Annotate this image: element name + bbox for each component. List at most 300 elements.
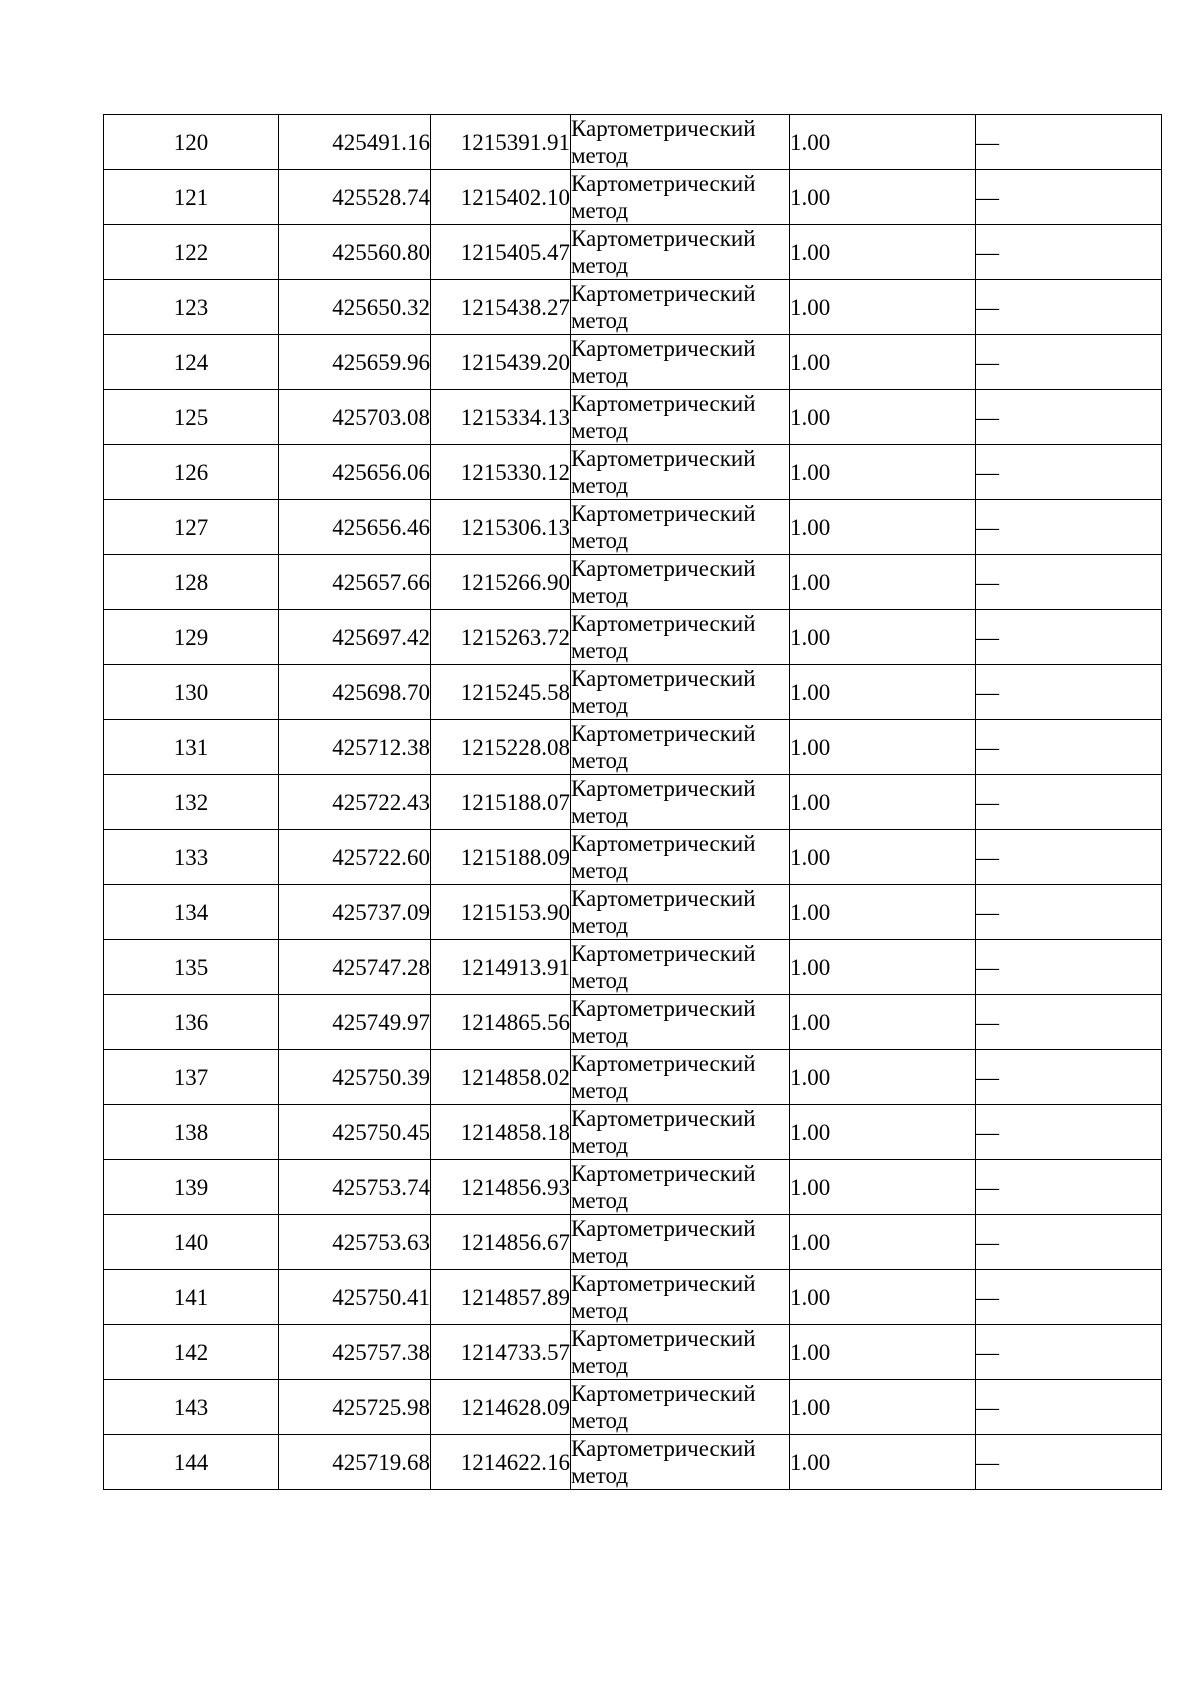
description-cell bbox=[976, 665, 1162, 720]
accuracy-cell bbox=[790, 1105, 976, 1160]
x-coordinate-cell bbox=[279, 170, 431, 225]
point-number-cell bbox=[104, 665, 279, 720]
point-number-cell bbox=[104, 1105, 279, 1160]
x-coordinate-cell-text: 425725.98 bbox=[332, 1394, 430, 1420]
method-cell-text: Картометрический метод bbox=[571, 501, 756, 553]
description-cell bbox=[976, 445, 1162, 500]
point-number-cell-text: 136 bbox=[173, 1009, 209, 1035]
description-cell bbox=[976, 390, 1162, 445]
description-cell-text: — bbox=[976, 734, 999, 760]
description-cell-text: — bbox=[976, 1339, 999, 1365]
point-number-cell-text: 137 bbox=[173, 1064, 209, 1090]
x-coordinate-cell bbox=[279, 775, 431, 830]
table-row bbox=[104, 1380, 1162, 1435]
x-coordinate-cell-text: 425753.74 bbox=[332, 1174, 430, 1200]
y-coordinate-cell-text: 1215263.72 bbox=[460, 624, 570, 650]
x-coordinate-cell bbox=[279, 500, 431, 555]
method-cell bbox=[571, 335, 790, 390]
table-row bbox=[104, 1050, 1162, 1105]
description-cell bbox=[976, 1215, 1162, 1270]
description-cell bbox=[976, 1435, 1162, 1490]
table-row bbox=[104, 1270, 1162, 1325]
table-row bbox=[104, 885, 1162, 940]
x-coordinate-cell bbox=[279, 1160, 431, 1215]
description-cell-text: — bbox=[976, 1064, 999, 1090]
x-coordinate-cell bbox=[279, 665, 431, 720]
point-number-cell-text: 130 bbox=[173, 679, 209, 705]
accuracy-cell-text: 1.00 bbox=[790, 294, 831, 320]
description-cell bbox=[976, 115, 1162, 170]
accuracy-cell bbox=[790, 830, 976, 885]
x-coordinate-cell bbox=[279, 995, 431, 1050]
description-cell-text: — bbox=[976, 1119, 999, 1145]
accuracy-cell bbox=[790, 885, 976, 940]
point-number-cell-text: 144 bbox=[173, 1449, 209, 1475]
y-coordinate-cell bbox=[431, 225, 571, 280]
x-coordinate-cell bbox=[279, 335, 431, 390]
accuracy-cell bbox=[790, 1050, 976, 1105]
method-cell-text: Картометрический метод bbox=[571, 1326, 756, 1378]
description-cell-text: — bbox=[976, 239, 999, 265]
accuracy-cell-text: 1.00 bbox=[790, 1339, 831, 1365]
method-cell-text: Картометрический метод bbox=[571, 776, 756, 828]
method-cell-text: Картометрический метод bbox=[571, 996, 756, 1048]
point-number-cell bbox=[104, 555, 279, 610]
accuracy-cell bbox=[790, 665, 976, 720]
method-cell-text: Картометрический метод bbox=[571, 666, 756, 718]
description-cell bbox=[976, 720, 1162, 775]
point-number-cell bbox=[104, 445, 279, 500]
accuracy-cell bbox=[790, 390, 976, 445]
point-number-cell-text: 135 bbox=[173, 954, 209, 980]
y-coordinate-cell-text: 1215439.20 bbox=[460, 349, 570, 375]
point-number-cell bbox=[104, 280, 279, 335]
y-coordinate-cell-text: 1215391.91 bbox=[460, 129, 570, 155]
description-cell bbox=[976, 995, 1162, 1050]
accuracy-cell bbox=[790, 1325, 976, 1380]
x-coordinate-cell bbox=[279, 830, 431, 885]
accuracy-cell-text: 1.00 bbox=[790, 1229, 831, 1255]
description-cell-text: — bbox=[976, 1174, 999, 1200]
point-number-cell bbox=[104, 720, 279, 775]
y-coordinate-cell bbox=[431, 1105, 571, 1160]
table-row bbox=[104, 665, 1162, 720]
method-cell-text: Картометрический метод bbox=[571, 446, 756, 498]
table-row bbox=[104, 1435, 1162, 1490]
method-cell bbox=[571, 1160, 790, 1215]
x-coordinate-cell-text: 425659.96 bbox=[332, 349, 430, 375]
y-coordinate-cell bbox=[431, 1050, 571, 1105]
description-cell bbox=[976, 610, 1162, 665]
description-cell-text: — bbox=[976, 844, 999, 870]
point-number-cell-text: 131 bbox=[173, 734, 209, 760]
accuracy-cell-text: 1.00 bbox=[790, 844, 831, 870]
method-cell-text: Картометрический метод bbox=[571, 1161, 756, 1213]
point-number-cell-text: 124 bbox=[173, 349, 209, 375]
y-coordinate-cell bbox=[431, 720, 571, 775]
description-cell-text: — bbox=[976, 184, 999, 210]
y-coordinate-cell-text: 1214622.16 bbox=[460, 1449, 570, 1475]
accuracy-cell bbox=[790, 170, 976, 225]
description-cell bbox=[976, 170, 1162, 225]
x-coordinate-cell bbox=[279, 1215, 431, 1270]
point-number-cell bbox=[104, 1050, 279, 1105]
table-row bbox=[104, 720, 1162, 775]
description-cell bbox=[976, 775, 1162, 830]
table-row bbox=[104, 500, 1162, 555]
point-number-cell-text: 129 bbox=[173, 624, 209, 650]
x-coordinate-cell bbox=[279, 1325, 431, 1380]
method-cell bbox=[571, 115, 790, 170]
x-coordinate-cell bbox=[279, 1050, 431, 1105]
x-coordinate-cell-text: 425737.09 bbox=[332, 899, 430, 925]
y-coordinate-cell-text: 1215334.13 bbox=[460, 404, 570, 430]
accuracy-cell-text: 1.00 bbox=[790, 239, 831, 265]
y-coordinate-cell-text: 1214856.67 bbox=[460, 1229, 570, 1255]
point-number-cell bbox=[104, 335, 279, 390]
x-coordinate-cell-text: 425656.06 bbox=[332, 459, 430, 485]
table-row bbox=[104, 1325, 1162, 1380]
description-cell bbox=[976, 500, 1162, 555]
method-cell bbox=[571, 995, 790, 1050]
method-cell-text: Картометрический метод bbox=[571, 116, 756, 168]
accuracy-cell bbox=[790, 1270, 976, 1325]
x-coordinate-cell-text: 425722.60 bbox=[332, 844, 430, 870]
point-number-cell-text: 141 bbox=[173, 1284, 209, 1310]
x-coordinate-cell-text: 425722.43 bbox=[332, 789, 430, 815]
y-coordinate-cell-text: 1215188.07 bbox=[460, 789, 570, 815]
description-cell-text: — bbox=[976, 514, 999, 540]
x-coordinate-cell bbox=[279, 390, 431, 445]
y-coordinate-cell bbox=[431, 1160, 571, 1215]
description-cell bbox=[976, 555, 1162, 610]
y-coordinate-cell-text: 1214856.93 bbox=[460, 1174, 570, 1200]
y-coordinate-cell-text: 1214628.09 bbox=[460, 1394, 570, 1420]
x-coordinate-cell bbox=[279, 720, 431, 775]
method-cell bbox=[571, 720, 790, 775]
x-coordinate-cell bbox=[279, 610, 431, 665]
x-coordinate-cell bbox=[279, 225, 431, 280]
method-cell bbox=[571, 1270, 790, 1325]
method-cell bbox=[571, 1050, 790, 1105]
x-coordinate-cell-text: 425697.42 bbox=[332, 624, 430, 650]
y-coordinate-cell-text: 1214913.91 bbox=[460, 954, 570, 980]
description-cell bbox=[976, 280, 1162, 335]
method-cell bbox=[571, 775, 790, 830]
y-coordinate-cell-text: 1215330.12 bbox=[460, 459, 570, 485]
accuracy-cell-text: 1.00 bbox=[790, 184, 831, 210]
x-coordinate-cell-text: 425747.28 bbox=[332, 954, 430, 980]
x-coordinate-cell-text: 425749.97 bbox=[332, 1009, 430, 1035]
y-coordinate-cell bbox=[431, 335, 571, 390]
method-cell-text: Картометрический метод bbox=[571, 1436, 756, 1488]
point-number-cell-text: 121 bbox=[173, 184, 209, 210]
point-number-cell-text: 132 bbox=[173, 789, 209, 815]
method-cell bbox=[571, 665, 790, 720]
description-cell bbox=[976, 1160, 1162, 1215]
point-number-cell bbox=[104, 830, 279, 885]
point-number-cell-text: 142 bbox=[173, 1339, 209, 1365]
y-coordinate-cell-text: 1214733.57 bbox=[460, 1339, 570, 1365]
accuracy-cell bbox=[790, 1435, 976, 1490]
point-number-cell bbox=[104, 1215, 279, 1270]
table-row bbox=[104, 390, 1162, 445]
table-row bbox=[104, 995, 1162, 1050]
method-cell-text: Картометрический метод bbox=[571, 556, 756, 608]
y-coordinate-cell bbox=[431, 665, 571, 720]
x-coordinate-cell bbox=[279, 1435, 431, 1490]
method-cell-text: Картометрический метод bbox=[571, 1271, 756, 1323]
description-cell-text: — bbox=[976, 1009, 999, 1035]
y-coordinate-cell bbox=[431, 445, 571, 500]
description-cell bbox=[976, 940, 1162, 995]
method-cell bbox=[571, 1325, 790, 1380]
point-number-cell-text: 134 bbox=[173, 899, 209, 925]
point-number-cell-text: 133 bbox=[173, 844, 209, 870]
table-row bbox=[104, 1105, 1162, 1160]
accuracy-cell-text: 1.00 bbox=[790, 404, 831, 430]
y-coordinate-cell-text: 1214857.89 bbox=[460, 1284, 570, 1310]
accuracy-cell-text: 1.00 bbox=[790, 789, 831, 815]
coordinates-table-body bbox=[104, 115, 1162, 1490]
method-cell-text: Картометрический метод bbox=[571, 1051, 756, 1103]
table-row bbox=[104, 555, 1162, 610]
method-cell bbox=[571, 940, 790, 995]
table-row bbox=[104, 225, 1162, 280]
description-cell-text: — bbox=[976, 459, 999, 485]
method-cell-text: Картометрический метод bbox=[571, 886, 756, 938]
accuracy-cell-text: 1.00 bbox=[790, 349, 831, 375]
y-coordinate-cell bbox=[431, 1325, 571, 1380]
y-coordinate-cell bbox=[431, 775, 571, 830]
x-coordinate-cell bbox=[279, 1380, 431, 1435]
point-number-cell-text: 120 bbox=[173, 129, 209, 155]
description-cell-text: — bbox=[976, 1449, 999, 1475]
description-cell-text: — bbox=[976, 1394, 999, 1420]
method-cell-text: Картометрический метод bbox=[571, 391, 756, 443]
x-coordinate-cell-text: 425753.63 bbox=[332, 1229, 430, 1255]
y-coordinate-cell-text: 1214858.18 bbox=[460, 1119, 570, 1145]
point-number-cell-text: 140 bbox=[173, 1229, 209, 1255]
table-row bbox=[104, 335, 1162, 390]
accuracy-cell bbox=[790, 225, 976, 280]
description-cell-text: — bbox=[976, 624, 999, 650]
y-coordinate-cell-text: 1215266.90 bbox=[460, 569, 570, 595]
method-cell bbox=[571, 280, 790, 335]
y-coordinate-cell-text: 1215153.90 bbox=[460, 899, 570, 925]
method-cell bbox=[571, 390, 790, 445]
point-number-cell bbox=[104, 225, 279, 280]
accuracy-cell bbox=[790, 115, 976, 170]
x-coordinate-cell-text: 425703.08 bbox=[332, 404, 430, 430]
y-coordinate-cell-text: 1215438.27 bbox=[460, 294, 570, 320]
accuracy-cell bbox=[790, 720, 976, 775]
y-coordinate-cell bbox=[431, 500, 571, 555]
accuracy-cell bbox=[790, 1160, 976, 1215]
point-number-cell-text: 126 bbox=[173, 459, 209, 485]
y-coordinate-cell bbox=[431, 1215, 571, 1270]
method-cell bbox=[571, 610, 790, 665]
x-coordinate-cell-text: 425750.41 bbox=[332, 1284, 430, 1310]
y-coordinate-cell-text: 1215245.58 bbox=[460, 679, 570, 705]
accuracy-cell bbox=[790, 610, 976, 665]
x-coordinate-cell-text: 425750.39 bbox=[332, 1064, 430, 1090]
table-row bbox=[104, 940, 1162, 995]
accuracy-cell bbox=[790, 995, 976, 1050]
y-coordinate-cell bbox=[431, 885, 571, 940]
y-coordinate-cell bbox=[431, 1380, 571, 1435]
method-cell bbox=[571, 1105, 790, 1160]
method-cell bbox=[571, 885, 790, 940]
x-coordinate-cell-text: 425650.32 bbox=[332, 294, 430, 320]
y-coordinate-cell bbox=[431, 830, 571, 885]
description-cell bbox=[976, 335, 1162, 390]
accuracy-cell-text: 1.00 bbox=[790, 1009, 831, 1035]
x-coordinate-cell-text: 425560.80 bbox=[332, 239, 430, 265]
point-number-cell-text: 125 bbox=[173, 404, 209, 430]
method-cell-text: Картометрический метод bbox=[571, 941, 756, 993]
accuracy-cell bbox=[790, 280, 976, 335]
accuracy-cell-text: 1.00 bbox=[790, 899, 831, 925]
description-cell-text: — bbox=[976, 899, 999, 925]
point-number-cell-text: 138 bbox=[173, 1119, 209, 1145]
description-cell-text: — bbox=[976, 129, 999, 155]
x-coordinate-cell-text: 425712.38 bbox=[332, 734, 430, 760]
x-coordinate-cell bbox=[279, 115, 431, 170]
accuracy-cell bbox=[790, 1215, 976, 1270]
method-cell bbox=[571, 445, 790, 500]
x-coordinate-cell bbox=[279, 555, 431, 610]
point-number-cell bbox=[104, 1325, 279, 1380]
point-number-cell-text: 143 bbox=[173, 1394, 209, 1420]
method-cell bbox=[571, 830, 790, 885]
accuracy-cell-text: 1.00 bbox=[790, 1449, 831, 1475]
method-cell bbox=[571, 555, 790, 610]
table-row bbox=[104, 775, 1162, 830]
method-cell-text: Картометрический метод bbox=[571, 171, 756, 223]
description-cell-text: — bbox=[976, 1284, 999, 1310]
description-cell-text: — bbox=[976, 404, 999, 430]
accuracy-cell bbox=[790, 500, 976, 555]
point-number-cell-text: 123 bbox=[173, 294, 209, 320]
x-coordinate-cell-text: 425757.38 bbox=[332, 1339, 430, 1365]
method-cell bbox=[571, 500, 790, 555]
x-coordinate-cell bbox=[279, 940, 431, 995]
accuracy-cell-text: 1.00 bbox=[790, 129, 831, 155]
method-cell bbox=[571, 1380, 790, 1435]
point-number-cell bbox=[104, 1380, 279, 1435]
point-number-cell bbox=[104, 170, 279, 225]
x-coordinate-cell-text: 425491.16 bbox=[332, 129, 430, 155]
accuracy-cell bbox=[790, 940, 976, 995]
method-cell-text: Картометрический метод bbox=[571, 1381, 756, 1433]
description-cell bbox=[976, 885, 1162, 940]
point-number-cell-text: 122 bbox=[173, 239, 209, 265]
table-row bbox=[104, 610, 1162, 665]
description-cell bbox=[976, 1380, 1162, 1435]
description-cell bbox=[976, 1105, 1162, 1160]
y-coordinate-cell-text: 1215405.47 bbox=[460, 239, 570, 265]
accuracy-cell-text: 1.00 bbox=[790, 1284, 831, 1310]
y-coordinate-cell-text: 1215228.08 bbox=[460, 734, 570, 760]
accuracy-cell-text: 1.00 bbox=[790, 1394, 831, 1420]
point-number-cell bbox=[104, 1160, 279, 1215]
point-number-cell-text: 139 bbox=[173, 1174, 209, 1200]
accuracy-cell-text: 1.00 bbox=[790, 459, 831, 485]
accuracy-cell-text: 1.00 bbox=[790, 734, 831, 760]
description-cell bbox=[976, 830, 1162, 885]
y-coordinate-cell bbox=[431, 115, 571, 170]
point-number-cell bbox=[104, 1270, 279, 1325]
accuracy-cell bbox=[790, 775, 976, 830]
point-number-cell bbox=[104, 390, 279, 445]
y-coordinate-cell bbox=[431, 390, 571, 445]
accuracy-cell-text: 1.00 bbox=[790, 1119, 831, 1145]
method-cell bbox=[571, 170, 790, 225]
point-number-cell bbox=[104, 940, 279, 995]
table-row bbox=[104, 280, 1162, 335]
y-coordinate-cell bbox=[431, 555, 571, 610]
x-coordinate-cell-text: 425528.74 bbox=[332, 184, 430, 210]
method-cell-text: Картометрический метод bbox=[571, 1216, 756, 1268]
y-coordinate-cell bbox=[431, 170, 571, 225]
description-cell-text: — bbox=[976, 1229, 999, 1255]
y-coordinate-cell bbox=[431, 995, 571, 1050]
y-coordinate-cell bbox=[431, 280, 571, 335]
method-cell-text: Картометрический метод bbox=[571, 831, 756, 883]
description-cell-text: — bbox=[976, 294, 999, 320]
table-row bbox=[104, 1215, 1162, 1270]
coordinates-table bbox=[103, 114, 1162, 1490]
description-cell bbox=[976, 1325, 1162, 1380]
x-coordinate-cell-text: 425657.66 bbox=[332, 569, 430, 595]
method-cell-text: Картометрический метод bbox=[571, 1106, 756, 1158]
x-coordinate-cell bbox=[279, 445, 431, 500]
point-number-cell bbox=[104, 885, 279, 940]
method-cell-text: Картометрический метод bbox=[571, 721, 756, 773]
accuracy-cell bbox=[790, 555, 976, 610]
accuracy-cell bbox=[790, 1380, 976, 1435]
accuracy-cell-text: 1.00 bbox=[790, 1174, 831, 1200]
point-number-cell bbox=[104, 500, 279, 555]
point-number-cell bbox=[104, 610, 279, 665]
accuracy-cell-text: 1.00 bbox=[790, 624, 831, 650]
table-row bbox=[104, 830, 1162, 885]
y-coordinate-cell-text: 1215188.09 bbox=[460, 844, 570, 870]
accuracy-cell-text: 1.00 bbox=[790, 514, 831, 540]
x-coordinate-cell-text: 425698.70 bbox=[332, 679, 430, 705]
description-cell-text: — bbox=[976, 349, 999, 375]
point-number-cell bbox=[104, 995, 279, 1050]
x-coordinate-cell bbox=[279, 1105, 431, 1160]
point-number-cell bbox=[104, 775, 279, 830]
y-coordinate-cell-text: 1215306.13 bbox=[460, 514, 570, 540]
accuracy-cell-text: 1.00 bbox=[790, 1064, 831, 1090]
method-cell bbox=[571, 225, 790, 280]
x-coordinate-cell-text: 425719.68 bbox=[332, 1449, 430, 1475]
point-number-cell bbox=[104, 1435, 279, 1490]
table-row bbox=[104, 115, 1162, 170]
point-number-cell bbox=[104, 115, 279, 170]
x-coordinate-cell bbox=[279, 1270, 431, 1325]
x-coordinate-cell-text: 425750.45 bbox=[332, 1119, 430, 1145]
description-cell-text: — bbox=[976, 954, 999, 980]
x-coordinate-cell bbox=[279, 885, 431, 940]
description-cell-text: — bbox=[976, 789, 999, 815]
description-cell-text: — bbox=[976, 679, 999, 705]
table-row bbox=[104, 1160, 1162, 1215]
y-coordinate-cell-text: 1214865.56 bbox=[460, 1009, 570, 1035]
